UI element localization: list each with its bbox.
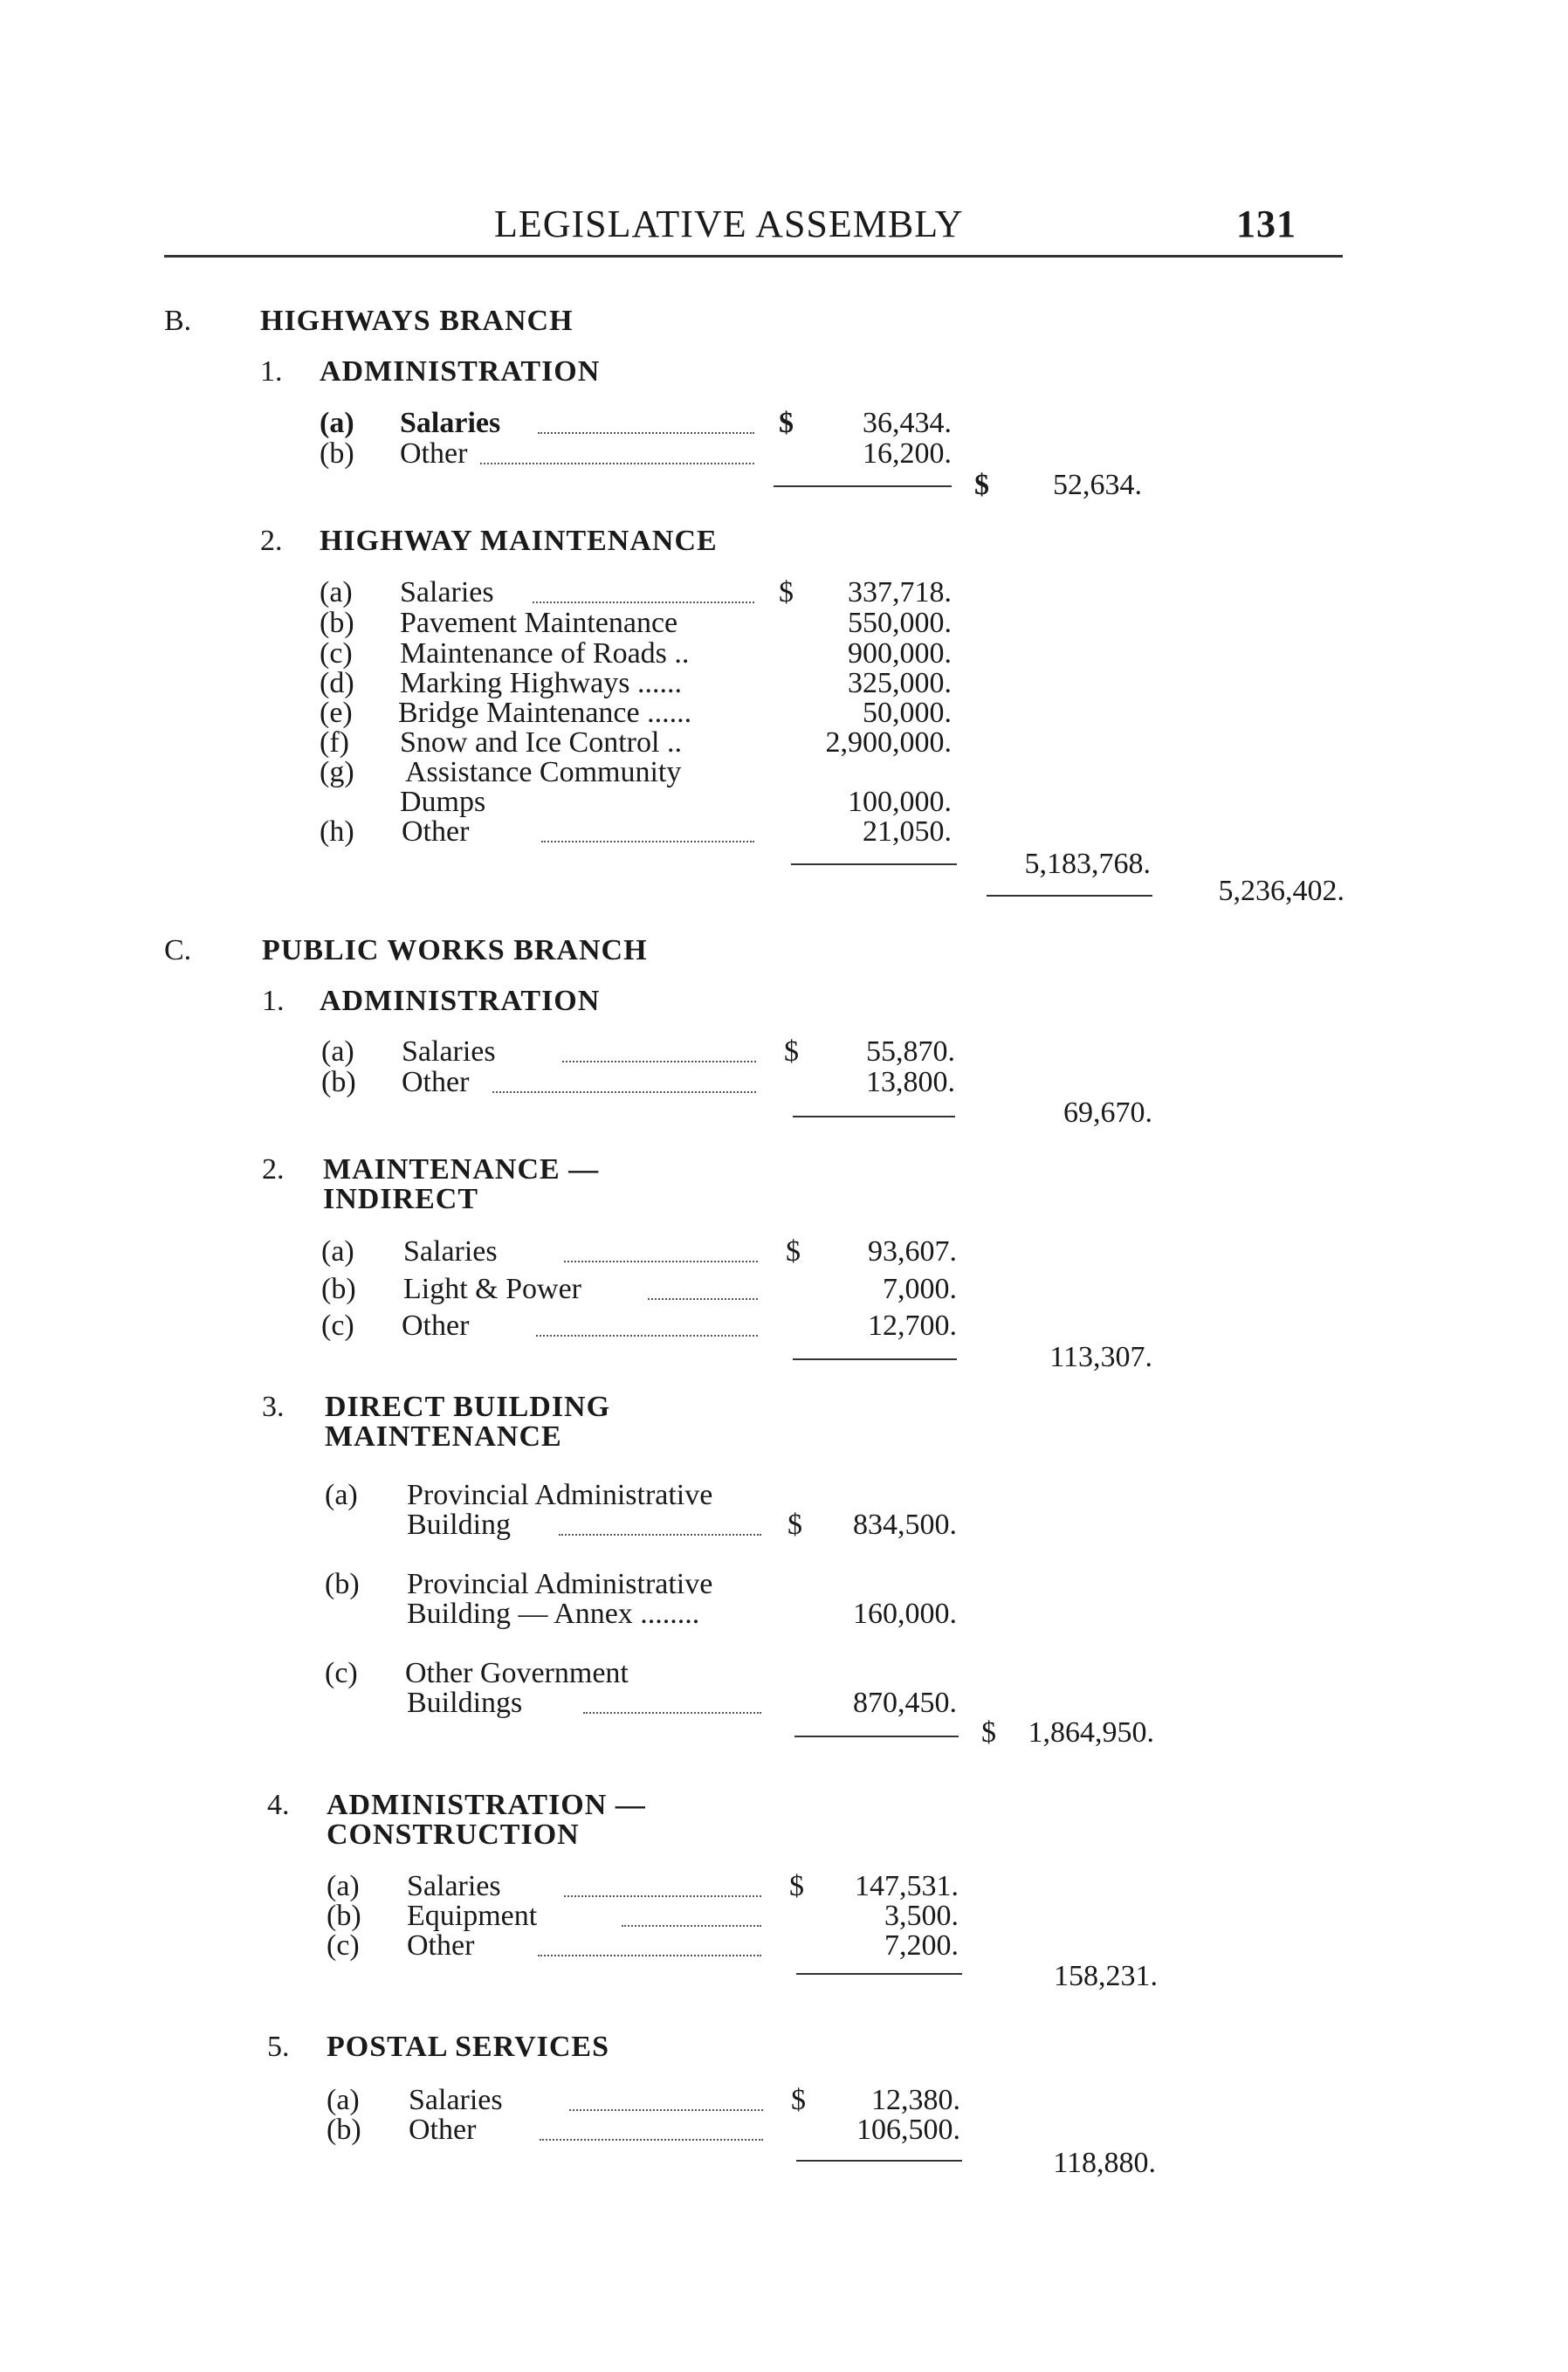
section-letter: C. — [164, 934, 192, 966]
item-amount: 12,380. — [871, 2084, 960, 2116]
item-label-continued: Buildings — [407, 1687, 523, 1719]
total-rule — [987, 895, 1152, 897]
page-number: 131 — [1236, 203, 1296, 245]
subsection-title: ADMINISTRATION — — [327, 1789, 646, 1821]
item-label: Pavement Maintenance — [400, 607, 678, 639]
currency-sign: $ — [787, 1509, 802, 1541]
item-amount: 325,000. — [848, 667, 952, 699]
leader-dots — [562, 1061, 756, 1062]
item-label: Other — [402, 1066, 470, 1098]
item-amount: 147,531. — [855, 1870, 959, 1902]
subsection-number: 2. — [260, 525, 283, 557]
item-amount: 93,607. — [868, 1235, 957, 1268]
item-label: Salaries — [403, 1235, 498, 1268]
item-mark: (g) — [320, 756, 354, 788]
leader-dots — [564, 1261, 758, 1262]
item-mark: (b) — [325, 1568, 360, 1600]
leader-dots — [538, 432, 754, 434]
leader-dots — [559, 1534, 761, 1536]
item-label: Salaries — [407, 1870, 501, 1902]
subtotal-rule — [796, 1973, 962, 1975]
subtotal-rule — [791, 863, 957, 865]
item-amount: 16,200. — [863, 437, 952, 470]
subsection-title: ADMINISTRATION — [320, 985, 601, 1017]
leader-dots — [569, 2109, 763, 2111]
item-label: Assistance Community — [405, 756, 682, 788]
item-mark: (a) — [327, 2084, 360, 2116]
leader-dots — [583, 1712, 761, 1714]
item-label: Salaries — [400, 576, 494, 608]
subtotal-amount: 118,880. — [1053, 2147, 1156, 2179]
item-amount: 36,434. — [863, 407, 952, 439]
subtotal-amount: 158,231. — [1054, 1960, 1158, 1992]
item-amount: 900,000. — [848, 637, 952, 670]
item-mark: (c) — [327, 1929, 360, 1962]
item-label-continued: Building — [407, 1509, 512, 1541]
leader-dots — [622, 1925, 761, 1927]
item-label: Equipment — [407, 1900, 538, 1932]
item-mark: (e) — [320, 697, 353, 729]
subsection-title: ADMINISTRATION — [320, 355, 601, 388]
subtotal-rule — [796, 2160, 962, 2162]
section-total: 5,236,402. — [1218, 875, 1344, 907]
item-amount: 834,500. — [853, 1509, 957, 1541]
subsection-title-continued: CONSTRUCTION — [327, 1819, 580, 1851]
subtotal-amount: 52,634. — [1053, 469, 1142, 501]
item-mark: (b) — [320, 607, 354, 639]
item-amount: 160,000. — [853, 1598, 957, 1630]
currency-sign: $ — [974, 469, 989, 501]
item-mark: (c) — [321, 1310, 354, 1342]
item-amount: 2,900,000. — [825, 726, 952, 759]
leader-dots — [564, 1895, 761, 1897]
subsection-number: 3. — [262, 1391, 285, 1423]
item-amount: 7,000. — [883, 1273, 957, 1305]
currency-sign: $ — [791, 2084, 806, 2116]
item-mark: (f) — [320, 726, 349, 759]
item-mark: (a) — [320, 407, 354, 439]
section-title: PUBLIC WORKS BRANCH — [262, 934, 648, 966]
item-label: Marking Highways ...... — [400, 667, 682, 699]
subsection-number: 1. — [262, 985, 285, 1017]
item-label: Other — [409, 2114, 477, 2146]
item-label: Salaries — [409, 2084, 503, 2116]
item-label: Light & Power — [403, 1273, 581, 1305]
subsection-title: DIRECT BUILDING — [325, 1391, 611, 1423]
item-label: Other — [400, 437, 468, 470]
item-label: Other — [402, 815, 470, 848]
item-amount: 550,000. — [848, 607, 952, 639]
item-mark: (a) — [320, 576, 353, 608]
item-amount: 50,000. — [863, 697, 952, 729]
subsection-title-continued: MAINTENANCE — [325, 1420, 562, 1453]
item-mark: (b) — [321, 1066, 356, 1098]
item-amount: 3,500. — [884, 1900, 959, 1932]
subtotal-rule — [793, 1116, 955, 1117]
subsection-title: HIGHWAY MAINTENANCE — [320, 525, 718, 557]
item-amount: 337,718. — [848, 576, 952, 608]
item-mark: (b) — [327, 1900, 361, 1932]
item-label: Maintenance of Roads .. — [400, 637, 690, 670]
item-amount: 12,700. — [868, 1310, 957, 1342]
item-label: Provincial Administrative — [407, 1568, 713, 1600]
item-mark: (a) — [321, 1035, 354, 1068]
item-label: Other — [407, 1929, 475, 1962]
item-label: Provincial Administrative — [407, 1479, 713, 1511]
leader-dots — [480, 463, 754, 464]
item-label: Bridge Maintenance ...... — [398, 697, 692, 729]
item-amount: 106,500. — [856, 2114, 960, 2146]
subsection-title-continued: INDIRECT — [323, 1183, 479, 1215]
item-amount: 21,050. — [863, 815, 952, 848]
item-mark: (c) — [320, 637, 353, 670]
item-amount: 100,000. — [848, 786, 952, 818]
subsection-number: 1. — [260, 355, 283, 388]
item-mark: (b) — [321, 1273, 356, 1305]
subtotal-rule — [794, 1736, 959, 1737]
item-label: Other — [402, 1310, 470, 1342]
leader-dots — [533, 602, 754, 603]
item-mark: (b) — [320, 437, 354, 470]
item-label: Snow and Ice Control .. — [400, 726, 682, 759]
item-mark: (a) — [327, 1870, 360, 1902]
section-letter: B. — [164, 305, 192, 337]
leader-dots — [648, 1298, 758, 1300]
leader-dots — [541, 841, 754, 842]
page-title: LEGISLATIVE ASSEMBLY — [494, 203, 964, 245]
subsection-title: MAINTENANCE — — [323, 1153, 600, 1186]
subtotal-amount: 1,864,950. — [1028, 1716, 1154, 1749]
item-mark: (d) — [320, 667, 354, 699]
subtotal-rule — [793, 1358, 957, 1360]
item-mark: (b) — [327, 2114, 361, 2146]
currency-sign: $ — [786, 1235, 801, 1268]
leader-dots — [538, 1955, 761, 1956]
leader-dots — [540, 2139, 763, 2141]
item-amount: 13,800. — [866, 1066, 955, 1098]
subsection-number: 5. — [267, 2031, 290, 2063]
subtotal-rule — [774, 485, 952, 487]
item-label: Salaries — [402, 1035, 496, 1068]
item-label-continued: Building — Annex ........ — [407, 1598, 700, 1630]
subtotal-amount: 113,307. — [1049, 1341, 1152, 1373]
subtotal-amount: 5,183,768. — [1024, 848, 1151, 880]
item-mark: (h) — [320, 815, 354, 848]
item-amount: 55,870. — [866, 1035, 955, 1068]
item-amount: 870,450. — [853, 1687, 957, 1719]
currency-sign: $ — [789, 1870, 804, 1902]
item-label: Other Government — [405, 1657, 629, 1689]
item-label-continued: Dumps — [400, 786, 486, 818]
section-title: HIGHWAYS BRANCH — [260, 305, 574, 337]
leader-dots — [492, 1091, 756, 1093]
currency-sign: $ — [784, 1035, 799, 1068]
subtotal-amount: 69,670. — [1063, 1097, 1152, 1129]
item-label: Salaries — [400, 407, 501, 439]
header-rule — [164, 255, 1343, 258]
subsection-number: 4. — [267, 1789, 290, 1821]
currency-sign: $ — [779, 407, 794, 439]
item-mark: (a) — [321, 1235, 354, 1268]
leader-dots — [536, 1335, 758, 1337]
subsection-number: 2. — [262, 1153, 285, 1186]
subsection-title: POSTAL SERVICES — [327, 2031, 610, 2063]
item-mark: (c) — [325, 1657, 358, 1689]
item-amount: 7,200. — [884, 1929, 959, 1962]
item-mark: (a) — [325, 1479, 358, 1511]
currency-sign: $ — [779, 576, 794, 608]
currency-sign: $ — [981, 1716, 996, 1749]
